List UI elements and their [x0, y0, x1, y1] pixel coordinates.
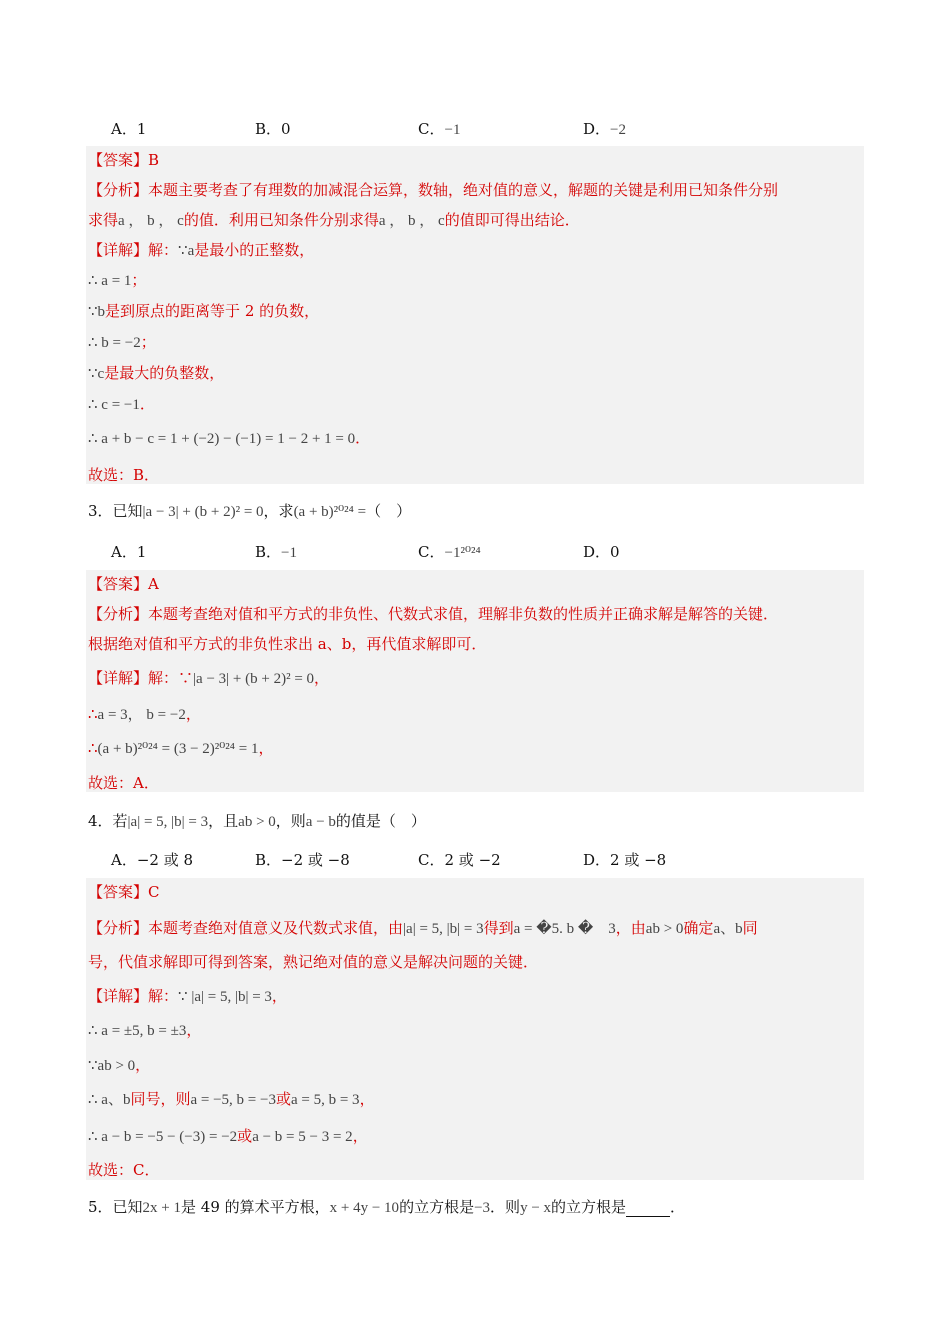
q2-step5: ∴ c = −1．	[88, 395, 155, 413]
q4-step1: ∴ a = ±5, b = ±3，	[88, 1021, 202, 1039]
q2-answer: 【答案】B	[88, 151, 160, 169]
answer-blank	[626, 1198, 670, 1217]
q2-step3: ∴ b = −2；	[88, 333, 156, 351]
q5-stem: 5．已知2x + 1是 49 的算术平方根，x + 4y − 10的立方根是−3．则y − x的立方根是 ．	[88, 1198, 686, 1216]
q4-analysis-line1: 【分析】本题考查绝对值意义及代数式求值，由|a| = 5, |b| = 3得到a = �5. b � 3，由ab > 0确定a、b同	[88, 919, 758, 937]
q2-step4: ∵c是最大的负整数，	[88, 364, 225, 382]
q3-analysis-line1: 【分析】本题考查绝对值和平方式的非负性、代数式求值，理解非负数的性质并正确求解是解答的关键．	[88, 605, 779, 623]
q2-step1: ∴ a = 1；	[88, 271, 147, 289]
q2-option-a: A．1	[111, 120, 147, 138]
q4-option-a: A．−2 或 8	[111, 851, 194, 869]
q4-detail-line1: 【详解】解：∵ |a| = 5, |b| = 3，	[88, 987, 287, 1005]
q4-step4: ∴ a − b = −5 − (−3) = −2或a − b = 5 − 3 = 2，	[88, 1127, 368, 1145]
q4-option-c: C．2 或 −2	[418, 851, 501, 869]
q4-option-d: D．2 或 −8	[583, 851, 667, 869]
q2-analysis-line2: 求得a ， b ， c的值．利用已知条件分别求得a ， b ， c的值即可得出结论．	[88, 211, 580, 229]
q2-step6: ∴ a + b − c = 1 + (−2) − (−1) = 1 − 2 + 1 = 0．	[88, 429, 371, 447]
q3-detail-line1: 【详解】解：∵|a − 3| + (b + 2)² = 0，	[88, 669, 330, 687]
q3-option-c: C．−1²⁰²⁴	[418, 543, 481, 561]
q3-step1: ∴a = 3， b = −2，	[88, 705, 201, 723]
q4-step3: ∴ a、b同号，则a = −5, b = −3或a = 5, b = 3，	[88, 1090, 375, 1108]
q3-analysis-line2: 根据绝对值和平方式的非负性求出 a、b，再代值求解即可．	[88, 635, 487, 653]
q4-analysis-line2: 号，代值求解即可得到答案，熟记绝对值的意义是解决问题的关键．	[88, 953, 539, 971]
q2-option-b: B．0	[255, 120, 291, 138]
q3-stem: 3．已知|a − 3| + (b + 2)² = 0，求(a + b)²⁰²⁴ =（ ）	[88, 502, 412, 520]
q2-step2: ∵b是到原点的距离等于 2 的负数，	[88, 302, 320, 320]
q2-analysis-line1: 【分析】本题主要考查了有理数的加减混合运算，数轴，绝对值的意义，解题的关键是利用已知条件分别	[88, 181, 779, 199]
q3-choose: 故选：A．	[88, 774, 159, 792]
q4-stem: 4．若|a| = 5, |b| = 3，且ab > 0，则a − b的值是（ ）	[88, 812, 426, 830]
q2-detail-line1: 【详解】解：∵a是最小的正整数，	[88, 241, 315, 259]
q4-answer: 【答案】C	[88, 883, 160, 901]
q3-option-d: D．0	[583, 543, 620, 561]
q3-step2: ∴(a + b)²⁰²⁴ = (3 − 2)²⁰²⁴ = 1，	[88, 739, 274, 757]
q2-option-c: C．−1	[418, 120, 461, 138]
q3-answer: 【答案】A	[88, 575, 159, 593]
q4-choose: 故选：C．	[88, 1161, 160, 1179]
q4-step2: ∵ab > 0，	[88, 1056, 151, 1074]
q2-option-d: D．−2	[583, 120, 626, 138]
q2-choose: 故选：B．	[88, 466, 160, 484]
q3-option-b: B．−1	[255, 543, 297, 561]
q4-option-b: B．−2 或 −8	[255, 851, 350, 869]
q3-option-a: A．1	[111, 543, 147, 561]
